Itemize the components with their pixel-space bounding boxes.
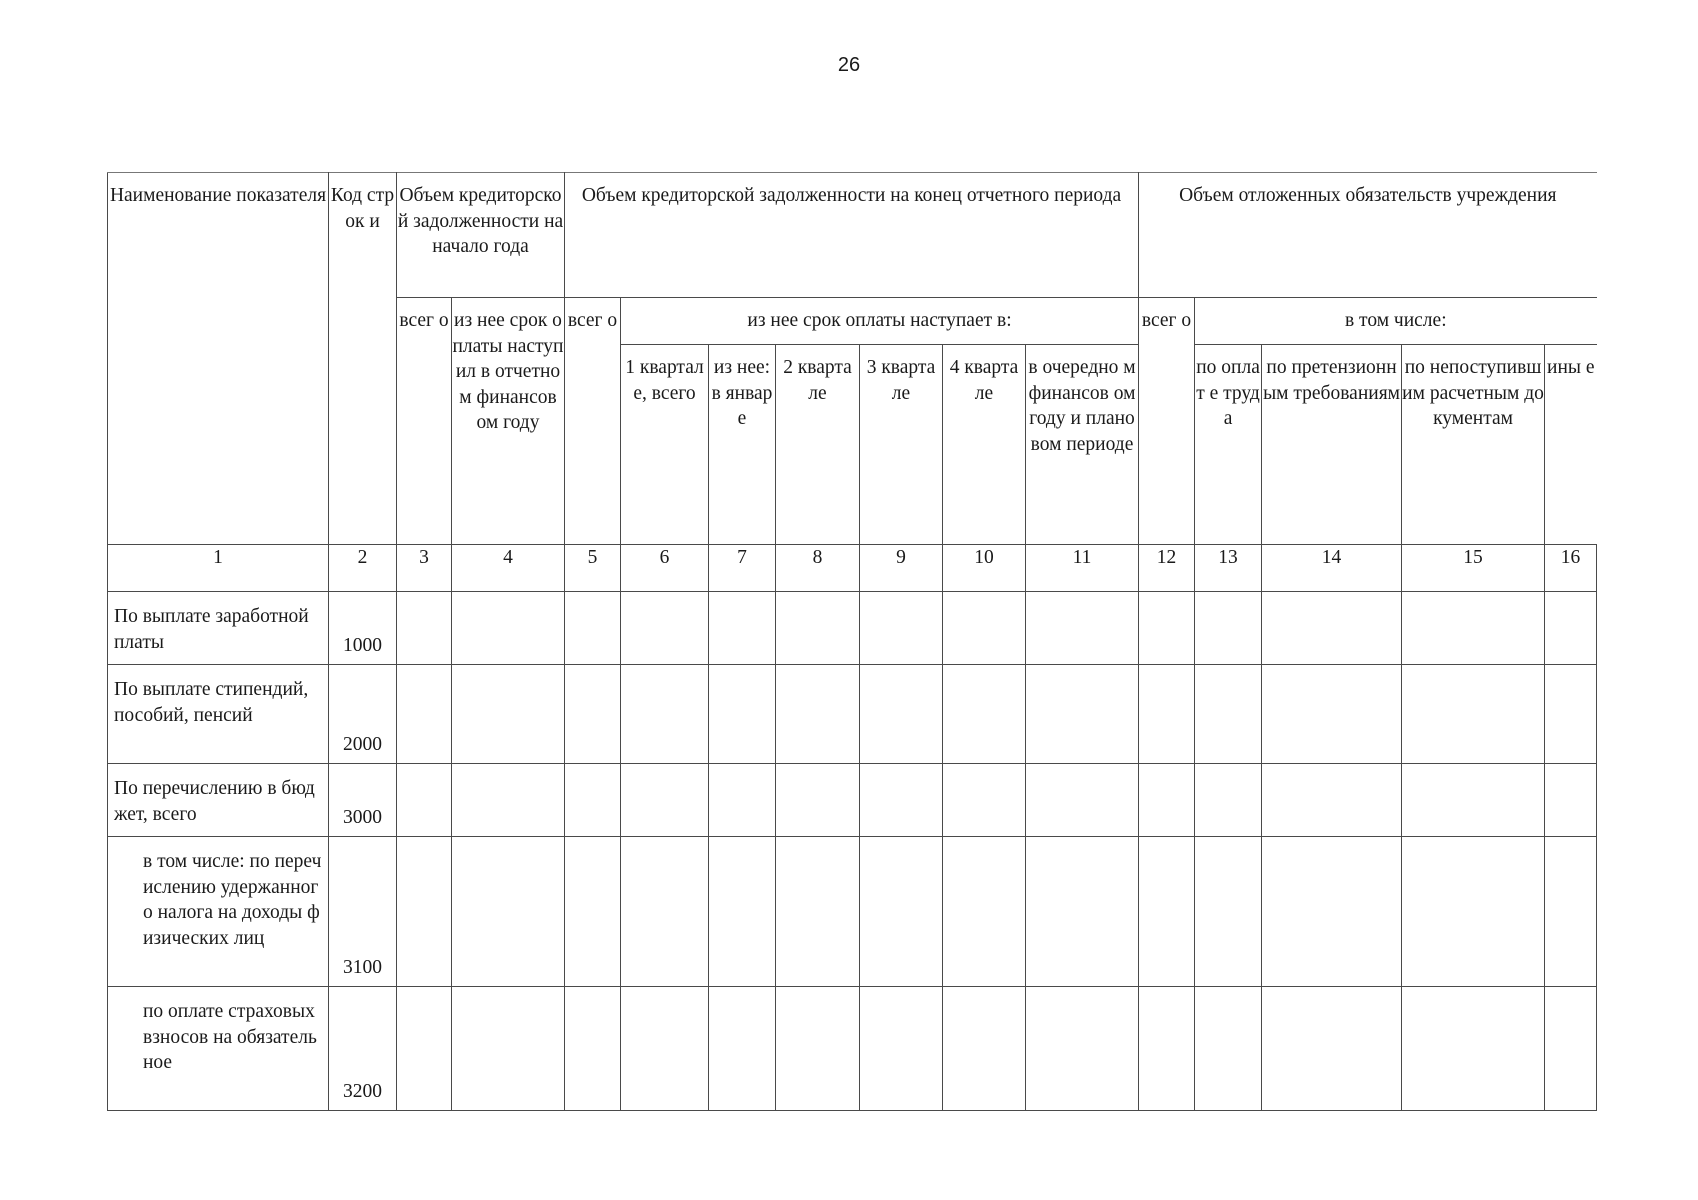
header-row-1: [108, 173, 1597, 298]
value-cell: [565, 665, 621, 764]
column-number: 3: [397, 545, 452, 592]
value-cell: [397, 837, 452, 987]
row-name: по оплате страховых взносов на обязательное: [108, 987, 329, 1111]
value-cell: [709, 987, 776, 1111]
value-cell: [1139, 987, 1195, 1111]
header-volume-end: Объем кредиторской задолженности на конец отчетного периода: [565, 173, 1139, 298]
row-code: 3200: [329, 987, 397, 1111]
value-cell: [860, 592, 943, 665]
value-cell: [709, 665, 776, 764]
value-cell: [452, 592, 565, 665]
header-including: в том числе:: [1195, 298, 1597, 345]
column-number: 15: [1402, 545, 1545, 592]
header-due-reporting-year: из нее срок оплаты наступил в отчетном финансов ом году: [452, 298, 565, 545]
table-row: [108, 764, 1597, 837]
column-number: 6: [621, 545, 709, 592]
column-numbers-row: [108, 545, 1597, 592]
value-cell: [943, 987, 1026, 1111]
value-cell: [565, 987, 621, 1111]
row-code: 2000: [329, 665, 397, 764]
header-of-january: из нее: в январ е: [709, 345, 776, 545]
header-deferred: Объем отложенных обязательств учреждения: [1139, 173, 1597, 298]
value-cell: [1139, 837, 1195, 987]
header-q2: 2 кварта ле: [776, 345, 860, 545]
header-total-end: всег о: [565, 298, 621, 545]
table-row: [108, 987, 1597, 1111]
value-cell: [1026, 592, 1139, 665]
value-cell: [1026, 987, 1139, 1111]
header-total-deferred: всег о: [1139, 298, 1195, 545]
header-indicator-name: Наименование показателя: [108, 173, 329, 545]
value-cell: [1195, 592, 1262, 665]
value-cell: [1195, 837, 1262, 987]
value-cell: [943, 837, 1026, 987]
value-cell: [565, 764, 621, 837]
value-cell: [1402, 837, 1545, 987]
table-row: [108, 665, 1597, 764]
value-cell: [1402, 764, 1545, 837]
column-number: 10: [943, 545, 1026, 592]
value-cell: [1195, 764, 1262, 837]
value-cell: [709, 764, 776, 837]
header-total-start: всег о: [397, 298, 452, 545]
value-cell: [1545, 592, 1597, 665]
header-due-in: из нее срок оплаты наступает в:: [621, 298, 1139, 345]
value-cell: [1545, 837, 1597, 987]
value-cell: [452, 987, 565, 1111]
column-number: 16: [1545, 545, 1597, 592]
row-name: По выплате заработной платы: [108, 592, 329, 665]
value-cell: [1262, 987, 1402, 1111]
value-cell: [565, 592, 621, 665]
value-cell: [452, 665, 565, 764]
column-number: 2: [329, 545, 397, 592]
header-q1-total: 1 квартал е, всего: [621, 345, 709, 545]
value-cell: [1545, 665, 1597, 764]
value-cell: [776, 592, 860, 665]
header-q4: 4 кварта ле: [943, 345, 1026, 545]
value-cell: [1262, 592, 1402, 665]
row-code: 3000: [329, 764, 397, 837]
value-cell: [621, 592, 709, 665]
value-cell: [776, 837, 860, 987]
row-name: По перечислению в бюджет, всего: [108, 764, 329, 837]
value-cell: [1402, 987, 1545, 1111]
accounts-payable-table: [107, 172, 1597, 1111]
value-cell: [776, 987, 860, 1111]
value-cell: [621, 987, 709, 1111]
value-cell: [943, 764, 1026, 837]
value-cell: [709, 837, 776, 987]
row-code: 1000: [329, 592, 397, 665]
header-next-year: в очередно м финансов ом году и плановом периоде: [1026, 345, 1139, 545]
header-unreceived-docs: по непоступивш им расчетным документам: [1402, 345, 1545, 545]
header-row-code: Код строк и: [329, 173, 397, 545]
value-cell: [621, 665, 709, 764]
header-claims: по претензионн ым требованиям: [1262, 345, 1402, 545]
value-cell: [709, 592, 776, 665]
value-cell: [860, 987, 943, 1111]
value-cell: [1026, 837, 1139, 987]
value-cell: [1195, 987, 1262, 1111]
value-cell: [621, 837, 709, 987]
value-cell: [776, 764, 860, 837]
header-volume-start: Объем кредиторской задолженности на начало года: [397, 173, 565, 298]
value-cell: [1262, 837, 1402, 987]
header-labor: по оплат е труда: [1195, 345, 1262, 545]
page-number: 26: [837, 54, 861, 76]
value-cell: [1139, 592, 1195, 665]
table-row: [108, 592, 1597, 665]
column-number: 7: [709, 545, 776, 592]
column-number: 11: [1026, 545, 1139, 592]
value-cell: [1139, 764, 1195, 837]
value-cell: [621, 764, 709, 837]
value-cell: [397, 987, 452, 1111]
value-cell: [860, 837, 943, 987]
value-cell: [452, 764, 565, 837]
value-cell: [1139, 665, 1195, 764]
value-cell: [1262, 764, 1402, 837]
table-row: [108, 837, 1597, 987]
row-name: в том числе: по перечислению удержанного налога на доходы физических лиц: [108, 837, 329, 987]
column-number: 9: [860, 545, 943, 592]
value-cell: [776, 665, 860, 764]
value-cell: [1545, 764, 1597, 837]
column-number: 1: [108, 545, 329, 592]
value-cell: [860, 665, 943, 764]
column-number: 12: [1139, 545, 1195, 592]
header-other: ины е: [1545, 345, 1597, 545]
value-cell: [397, 665, 452, 764]
value-cell: [1026, 665, 1139, 764]
value-cell: [943, 665, 1026, 764]
value-cell: [1262, 665, 1402, 764]
row-name: По выплате стипендий, пособий, пенсий: [108, 665, 329, 764]
column-number: 4: [452, 545, 565, 592]
value-cell: [1195, 665, 1262, 764]
column-number: 13: [1195, 545, 1262, 592]
value-cell: [397, 764, 452, 837]
value-cell: [565, 837, 621, 987]
value-cell: [1545, 987, 1597, 1111]
header-q3: 3 кварта ле: [860, 345, 943, 545]
value-cell: [452, 837, 565, 987]
value-cell: [1402, 665, 1545, 764]
value-cell: [1402, 592, 1545, 665]
value-cell: [397, 592, 452, 665]
column-number: 14: [1262, 545, 1402, 592]
value-cell: [943, 592, 1026, 665]
value-cell: [860, 764, 943, 837]
column-number: 5: [565, 545, 621, 592]
value-cell: [1026, 764, 1139, 837]
column-number: 8: [776, 545, 860, 592]
row-code: 3100: [329, 837, 397, 987]
